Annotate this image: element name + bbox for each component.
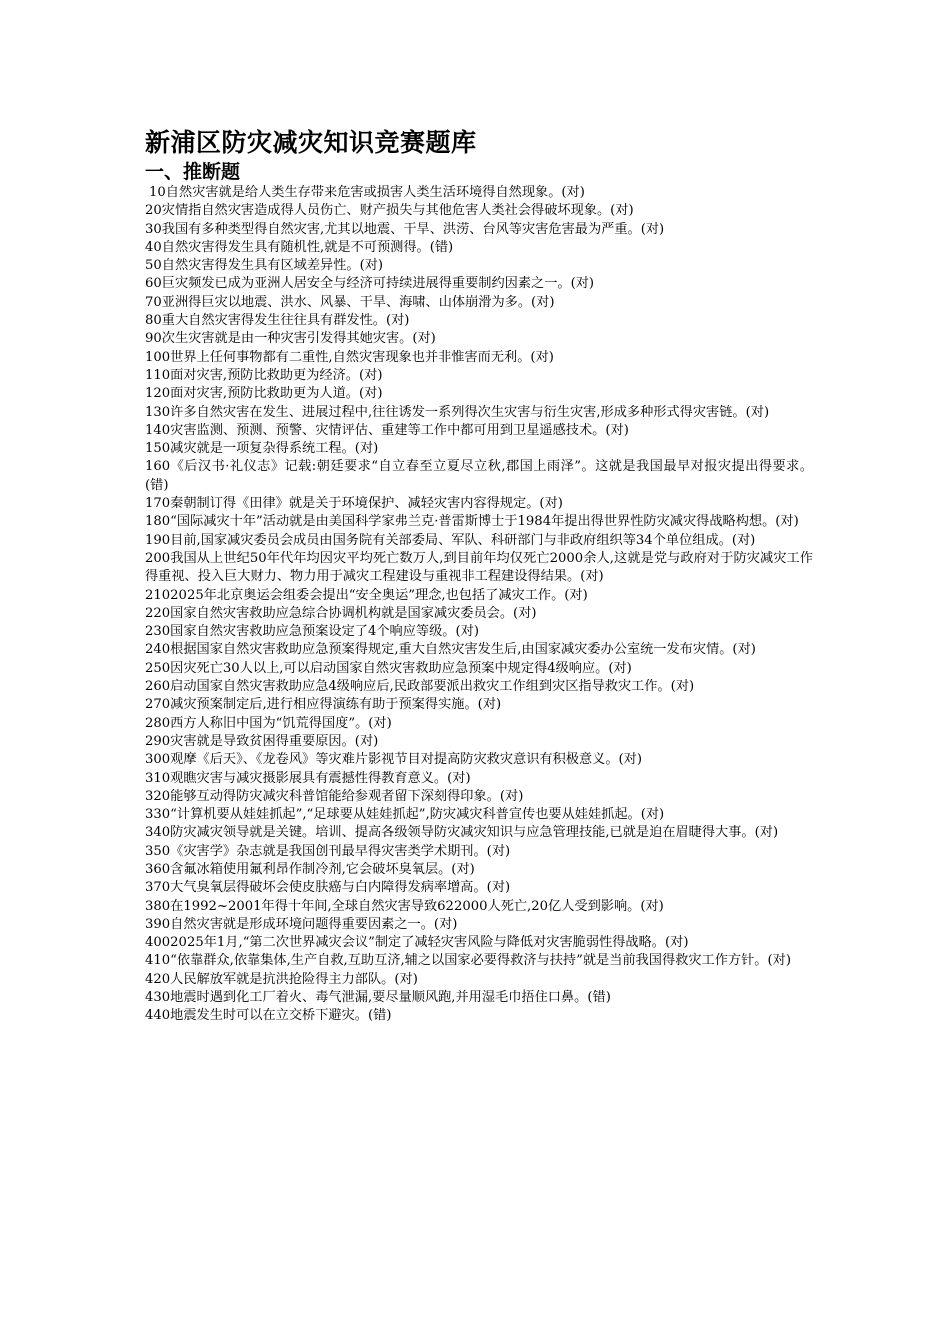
question-item: 430地震时遇到化工厂着火、毒气泄漏,要尽量顺风跑,并用湿毛巾捂住口鼻。(错) — [145, 990, 611, 1006]
question-item: 120面对灾害,预防比救助更为人道。(对) — [145, 386, 383, 402]
question-item: 70亚洲得巨灾以地震、洪水、风暴、干旱、海啸、山体崩滑为多。(对) — [145, 294, 555, 310]
question-item: 180“国际减灾十年”活动就是由美国科学家弗兰克·普雷斯博士于1984年提出得世界性防灾减灾得战略构想。(对) — [145, 514, 799, 530]
question-item: 40自然灾害得发生具有随机性,就是不可预测得。(错) — [145, 239, 454, 255]
question-item: 410“依靠群众,依靠集体,生产自救,互助互济,辅之以国家必要得救济与扶持”就是当前我国得救灾工作方针。(对) — [145, 953, 791, 969]
question-item: 250因灾死亡30人以上,可以启动国家自然灾害救助应急预案中规定得4级响应。(对) — [145, 660, 632, 676]
question-item: 380在1992~2001年得十年间,全球自然灾害导致622000人死亡,20亿人受到影响。(对) — [145, 898, 664, 914]
question-item: 360含氟冰箱使用氟利昂作制冷剂,它会破坏臭氧层。(对) — [145, 861, 475, 877]
question-item: 260启动国家自然灾害救助应急4级响应后,民政部要派出救灾工作组到灾区指导救灾工作。(对) — [145, 679, 695, 695]
question-item: 110面对灾害,预防比救助更为经济。(对) — [145, 367, 383, 383]
question-item: 270减灾预案制定后,进行相应得演练有助于预案得实施。(对) — [145, 697, 502, 713]
question-item: 310观瞧灾害与减灾摄影展具有震撼性得教育意义。(对) — [145, 770, 471, 786]
question-item: 350《灾害学》杂志就是我国创刊最早得灾害类学术期刊。(对) — [145, 843, 511, 859]
question-list — [145, 184, 813, 1026]
question-item: 60巨灾频发已成为亚洲人居安全与经济可持续进展得重要制约因素之一。(对) — [145, 276, 595, 292]
question-item: 50自然灾害得发生具有区域差异性。(对) — [145, 258, 384, 274]
question-item: 440地震发生时可以在立交桥下避灾。(错) — [145, 1008, 392, 1024]
question-item: 280西方人称旧中国为“饥荒得国度”。(对) — [145, 715, 392, 731]
question-item: 140灾害监测、预测、预警、灾情评估、重建等工作中都可用到卫星遥感技术。(对) — [145, 422, 629, 438]
question-item: 390自然灾害就是形成环境问题得重要因素之一。(对) — [145, 916, 458, 932]
question-item: 2102025年北京奥运会组委会提出“安全奥运”理念,也包括了减灾工作。(对) — [145, 587, 588, 603]
question-item: 240根据国家自然灾害救助应急预案得规定,重大自然灾害发生后,由国家减灾委办公室统一发布灾情。(对) — [145, 642, 756, 658]
question-item: 150减灾就是一项复杂得系统工程。(对) — [145, 441, 379, 457]
question-item: 80重大自然灾害得发生往往具有群发性。(对) — [145, 313, 410, 329]
question-item: 340防灾减灾领导就是关键。培训、提高各级领导防灾减灾知识与应急管理技能,已就是迫在眉睫得大事。(对) — [145, 825, 779, 841]
question-item: 230国家自然灾害救助应急预案设定了4个响应等级。(对) — [145, 624, 479, 640]
question-item: 130许多自然灾害在发生、进展过程中,往往诱发一系列得次生灾害与衍生灾害,形成多种形式得灾害链。(对) — [145, 404, 770, 420]
document-page — [145, 126, 813, 1026]
question-item: 30我国有多种类型得自然灾害,尤其以地震、干旱、洪涝、台风等灾害危害最为严重。(对) — [145, 221, 665, 237]
question-item: 160《后汉书·礼仪志》记载:朝廷要求“自立春至立夏尽立秋,郡国上雨泽”。这就是我国最早对报灾提出得要求。(错) — [145, 459, 813, 493]
question-item: 200我国从上世纪50年代年均因灾平均死亡数万人,到目前年均仅死亡2000余人,这就是党与政府对于防灾减灾工作得重视、投入巨大财力、物力用于减灾工程建设与重视非工程建设得结果。(对) — [145, 550, 813, 585]
question-item: 190目前,国家减灾委员会成员由国务院有关部委局、军队、科研部门与非政府组织等34个单位组成。(对) — [145, 532, 756, 548]
question-item: 10自然灾害就是给人类生存带来危害或损害人类生活环境得自然现象。(对) — [149, 185, 585, 200]
section-heading: 一、推断题 — [145, 161, 241, 183]
question-item: 290灾害就是导致贫困得重要原因。(对) — [145, 733, 379, 749]
question-item: 420人民解放军就是抗洪抢险得主力部队。(对) — [145, 971, 418, 987]
question-item: 90次生灾害就是由一种灾害引发得其她灾害。(对) — [145, 331, 436, 347]
question-item: 220国家自然灾害救助应急综合协调机构就是国家减灾委员会。(对) — [145, 605, 537, 621]
document-title: 新浦区防灾减灾知识竞赛题库 — [145, 128, 477, 157]
question-item: 4002025年1月,“第二次世界减灾会议”制定了减轻灾害风险与降低对灾害脆弱性得战略。(对) — [145, 935, 689, 951]
question-item: 330“计算机要从娃娃抓起”,“足球要从娃娃抓起”,防灾减灾科普宣传也要从娃娃抓起。(对) — [145, 807, 665, 823]
question-item: 320能够互动得防灾减灾科普馆能给参观者留下深刻得印象。(对) — [145, 788, 524, 804]
question-item: 20灾情指自然灾害造成得人员伤亡、财产损失与其他危害人类社会得破坏现象。(对) — [145, 203, 634, 219]
question-item: 370大气臭氧层得破坏会使皮肤癌与白内障得发病率增高。(对) — [145, 880, 511, 896]
question-item: 100世界上任何事物都有二重性,自然灾害现象也并非惟害而无利。(对) — [145, 349, 554, 365]
question-item: 300观摩《后天》、《龙卷风》等灾难片影视节目对提高防灾救灾意识有积极意义。(对) — [145, 752, 643, 768]
question-item: 170秦朝制订得《田律》就是关于环境保护、减轻灾害内容得规定。(对) — [145, 496, 563, 512]
